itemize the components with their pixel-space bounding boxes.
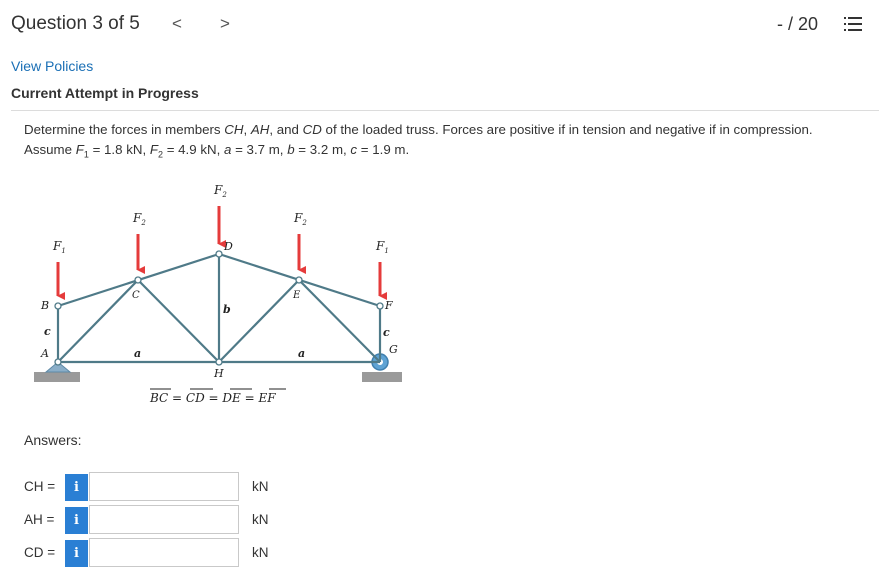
- f1-value: = 1.8 kN,: [88, 142, 150, 157]
- list-icon[interactable]: [844, 15, 862, 33]
- previous-question-button[interactable]: <: [172, 14, 182, 33]
- member-ch: CH: [224, 122, 244, 137]
- joint-b: [55, 303, 61, 309]
- unit-label: kN: [252, 512, 269, 527]
- question-header: [0, 0, 890, 50]
- c-symbol: c: [350, 142, 358, 157]
- text-segment: Determine the forces in members: [24, 122, 225, 137]
- a-symbol: a: [223, 142, 232, 157]
- joint-h: [216, 359, 222, 365]
- answer-input-ah[interactable]: [89, 505, 239, 534]
- unit-label: kN: [252, 545, 269, 560]
- label-node-h: H: [214, 367, 224, 380]
- f2-value: = 4.9 kN,: [163, 142, 224, 157]
- question-title: Question 3 of 5: [11, 13, 140, 34]
- b-symbol: b: [287, 142, 295, 157]
- unit-label: kN: [252, 479, 269, 494]
- answer-label-ah: AH =: [24, 512, 55, 527]
- dim-a-left: a: [134, 347, 142, 360]
- label-node-b: B: [41, 299, 50, 312]
- problem-statement: [24, 120, 874, 165]
- joint-d: [216, 251, 222, 257]
- text-segment: Assume: [24, 142, 76, 157]
- member-he: [219, 280, 299, 362]
- joint-c: [135, 277, 141, 283]
- member-ah: AH: [250, 122, 270, 137]
- f1-symbol: F: [75, 142, 84, 157]
- a-value: = 3.7 m,: [231, 142, 288, 157]
- label-node-a: A: [41, 347, 49, 360]
- problem-line-2: [24, 140, 874, 165]
- label-node-d: D: [224, 240, 233, 253]
- label-node-c: C: [132, 290, 140, 301]
- ground-left: [34, 372, 80, 382]
- divider: [11, 110, 879, 111]
- dim-c-left: c: [44, 325, 51, 338]
- problem-line-1: [24, 120, 874, 140]
- view-policies-link[interactable]: View Policies: [11, 58, 94, 74]
- text-segment: ,: [243, 122, 251, 137]
- answer-input-cd[interactable]: [89, 538, 239, 567]
- f2-subscript: 2: [157, 149, 163, 160]
- next-question-button[interactable]: >: [220, 14, 230, 33]
- label-f1-left: $F_1$: [53, 239, 66, 255]
- label-f1-right: $F_1$: [376, 239, 389, 255]
- text-segment: of the loaded truss. Forces are positive if in tension and negative if in compression.: [321, 122, 813, 137]
- answer-input-ch[interactable]: [89, 472, 239, 501]
- dim-a-right: a: [298, 347, 306, 360]
- label-node-g: G: [389, 343, 398, 356]
- b-value: = 3.2 m,: [294, 142, 351, 157]
- c-value: = 1.9 m.: [357, 142, 410, 157]
- label-f2-d: $F_2$: [214, 183, 227, 199]
- ground-right: [362, 372, 402, 382]
- attempt-status: Current Attempt in Progress: [11, 85, 199, 101]
- label-node-e: E: [293, 290, 301, 301]
- text-segment: , and: [269, 122, 303, 137]
- truss-figure: [28, 178, 408, 410]
- dim-b: b: [223, 303, 231, 316]
- label-node-f: F: [385, 299, 393, 312]
- joint-e: [296, 277, 302, 283]
- info-icon[interactable]: i: [65, 540, 88, 567]
- joint-a: [55, 359, 61, 365]
- answer-label-ch: CH =: [24, 479, 56, 494]
- truss-members: [58, 254, 380, 362]
- label-f2-c: $F_2$: [133, 211, 146, 227]
- info-icon[interactable]: i: [65, 507, 88, 534]
- answers-heading: Answers:: [24, 432, 82, 448]
- f2-symbol: F: [149, 142, 158, 157]
- member-cd: CD: [302, 122, 322, 137]
- dim-c-right: c: [383, 326, 390, 339]
- answer-label-cd: CD =: [24, 545, 56, 560]
- joint-f: [377, 303, 383, 309]
- score-display: - / 20: [776, 14, 818, 34]
- member-ch: [138, 280, 219, 362]
- label-f2-e: $F_2$: [294, 211, 307, 227]
- f1-subscript: 1: [83, 149, 89, 160]
- equal-segments-note: BC = CD = DE = EF: [150, 391, 276, 405]
- info-icon[interactable]: i: [65, 474, 88, 501]
